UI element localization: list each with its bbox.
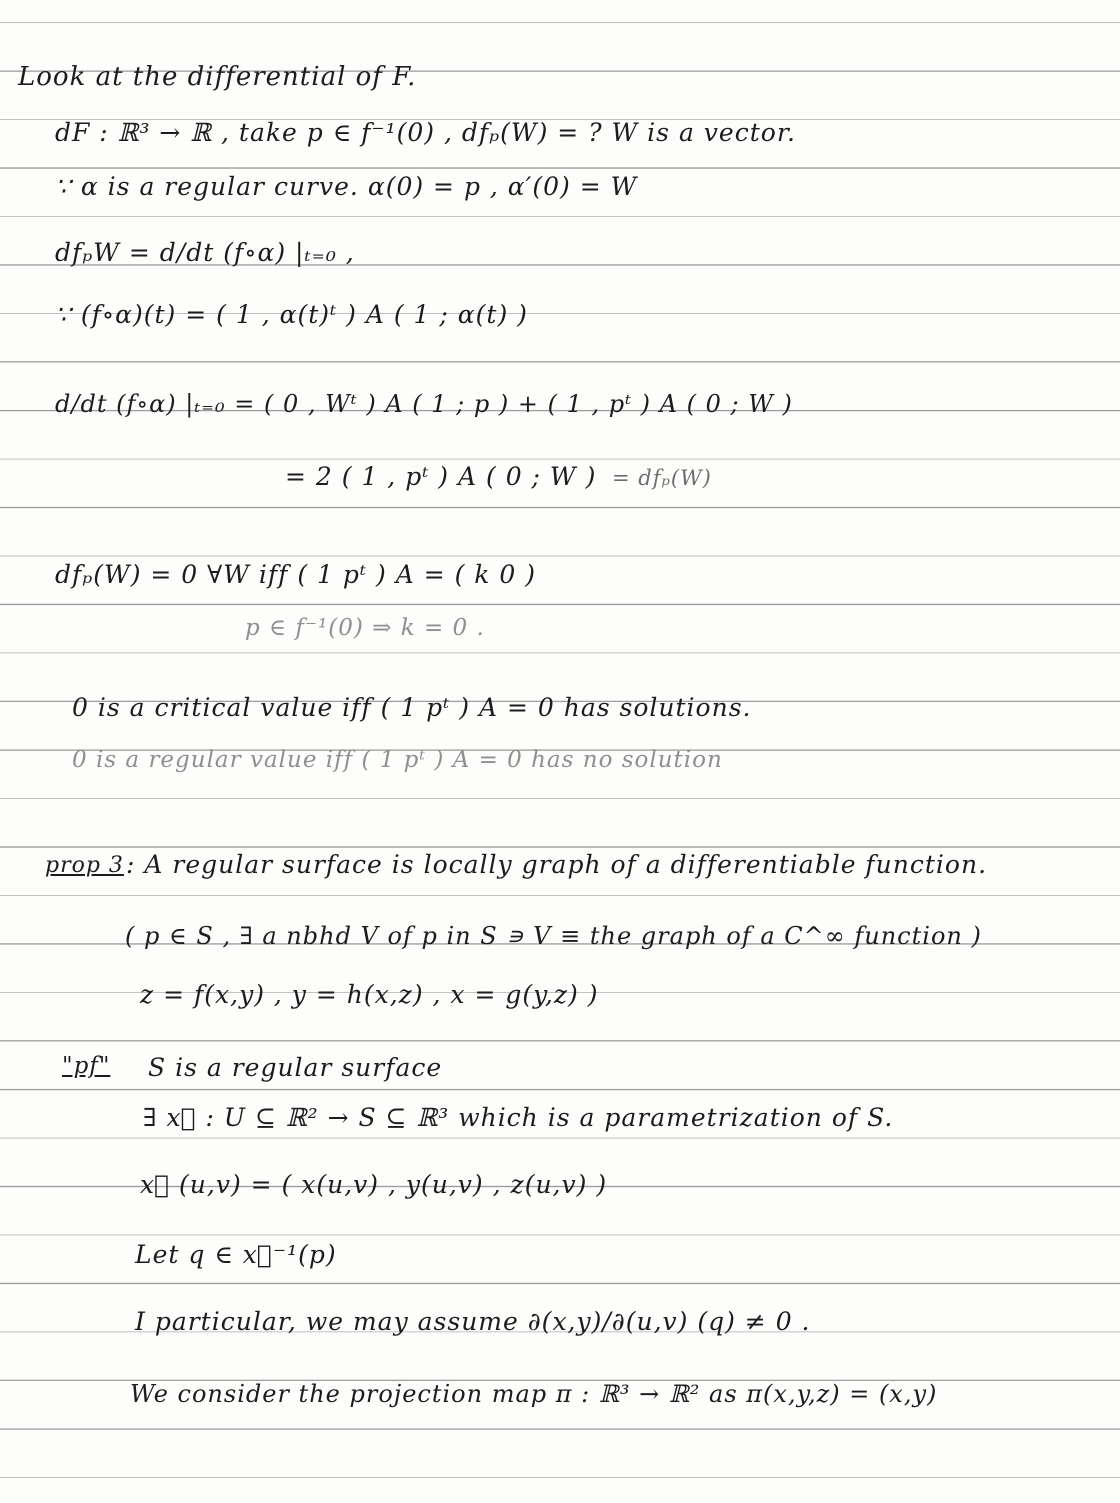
note-line-19: I particular, we may assume ∂(x,y)/∂(u,v) (q) ≠ 0 . xyxy=(135,1307,811,1336)
note-line-6: d/dt (f∘α) |ₜ₌₀ = ( 0 , Wᵗ ) A ( 1 ; p ) + ( 1 , pᵗ ) A ( 0 ; W ) xyxy=(55,390,793,418)
note-line-7-aside: = dfₚ(W) xyxy=(612,466,712,490)
note-line-4: dfₚW = d/dt (f∘α) |ₜ₌₀ , xyxy=(55,238,355,267)
note-line-8: dfₚ(W) = 0 ∀W iff ( 1 pᵗ ) A = ( k 0 ) xyxy=(55,560,536,589)
proof-label: "pf" xyxy=(62,1053,111,1079)
note-line-11: 0 is a regular value iff ( 1 pᵗ ) A = 0 has no solution xyxy=(72,747,723,773)
note-line-17: x⃗ (u,v) = ( x(u,v) , y(u,v) , z(u,v) ) xyxy=(140,1170,608,1199)
note-line-14: z = f(x,y) , y = h(x,z) , x = g(y,z) ) xyxy=(140,980,599,1009)
prop-3-label: prop 3 xyxy=(45,853,124,878)
note-line-20: We consider the projection map π : ℝ³ → ℝ² as π(x,y,z) = (x,y) xyxy=(130,1380,938,1408)
note-line-12: : A regular surface is locally graph of a differentiable function. xyxy=(126,850,988,879)
note-line-2: dF : ℝ³ → ℝ , take p ∈ f⁻¹(0) , dfₚ(W) = ? W is a vector. xyxy=(55,118,796,147)
note-line-18: Let q ∈ x⃗⁻¹(p) xyxy=(135,1240,337,1269)
note-line-13: ( p ∈ S , ∃ a nbhd V of p in S ∍ V ≡ the graph of a C^∞ function ) xyxy=(125,922,982,950)
note-line-16: ∃ x⃗ : U ⊆ ℝ² → S ⊆ ℝ³ which is a parametrization of S. xyxy=(143,1103,894,1132)
note-line-9: p ∈ f⁻¹(0) ⇒ k = 0 . xyxy=(245,615,485,641)
note-line-1: Look at the differential of F. xyxy=(18,62,417,92)
note-line-3: ∵ α is a regular curve. α(0) = p , α′(0) = W xyxy=(55,172,638,201)
note-line-7: = 2 ( 1 , pᵗ ) A ( 0 ; W ) xyxy=(285,462,597,491)
note-line-5: ∵ (f∘α)(t) = ( 1 , α(t)ᵗ ) A ( 1 ; α(t) ) xyxy=(55,300,528,329)
note-line-10: 0 is a critical value iff ( 1 pᵗ ) A = 0 has solutions. xyxy=(72,693,752,722)
note-line-15: S is a regular surface xyxy=(148,1053,443,1082)
